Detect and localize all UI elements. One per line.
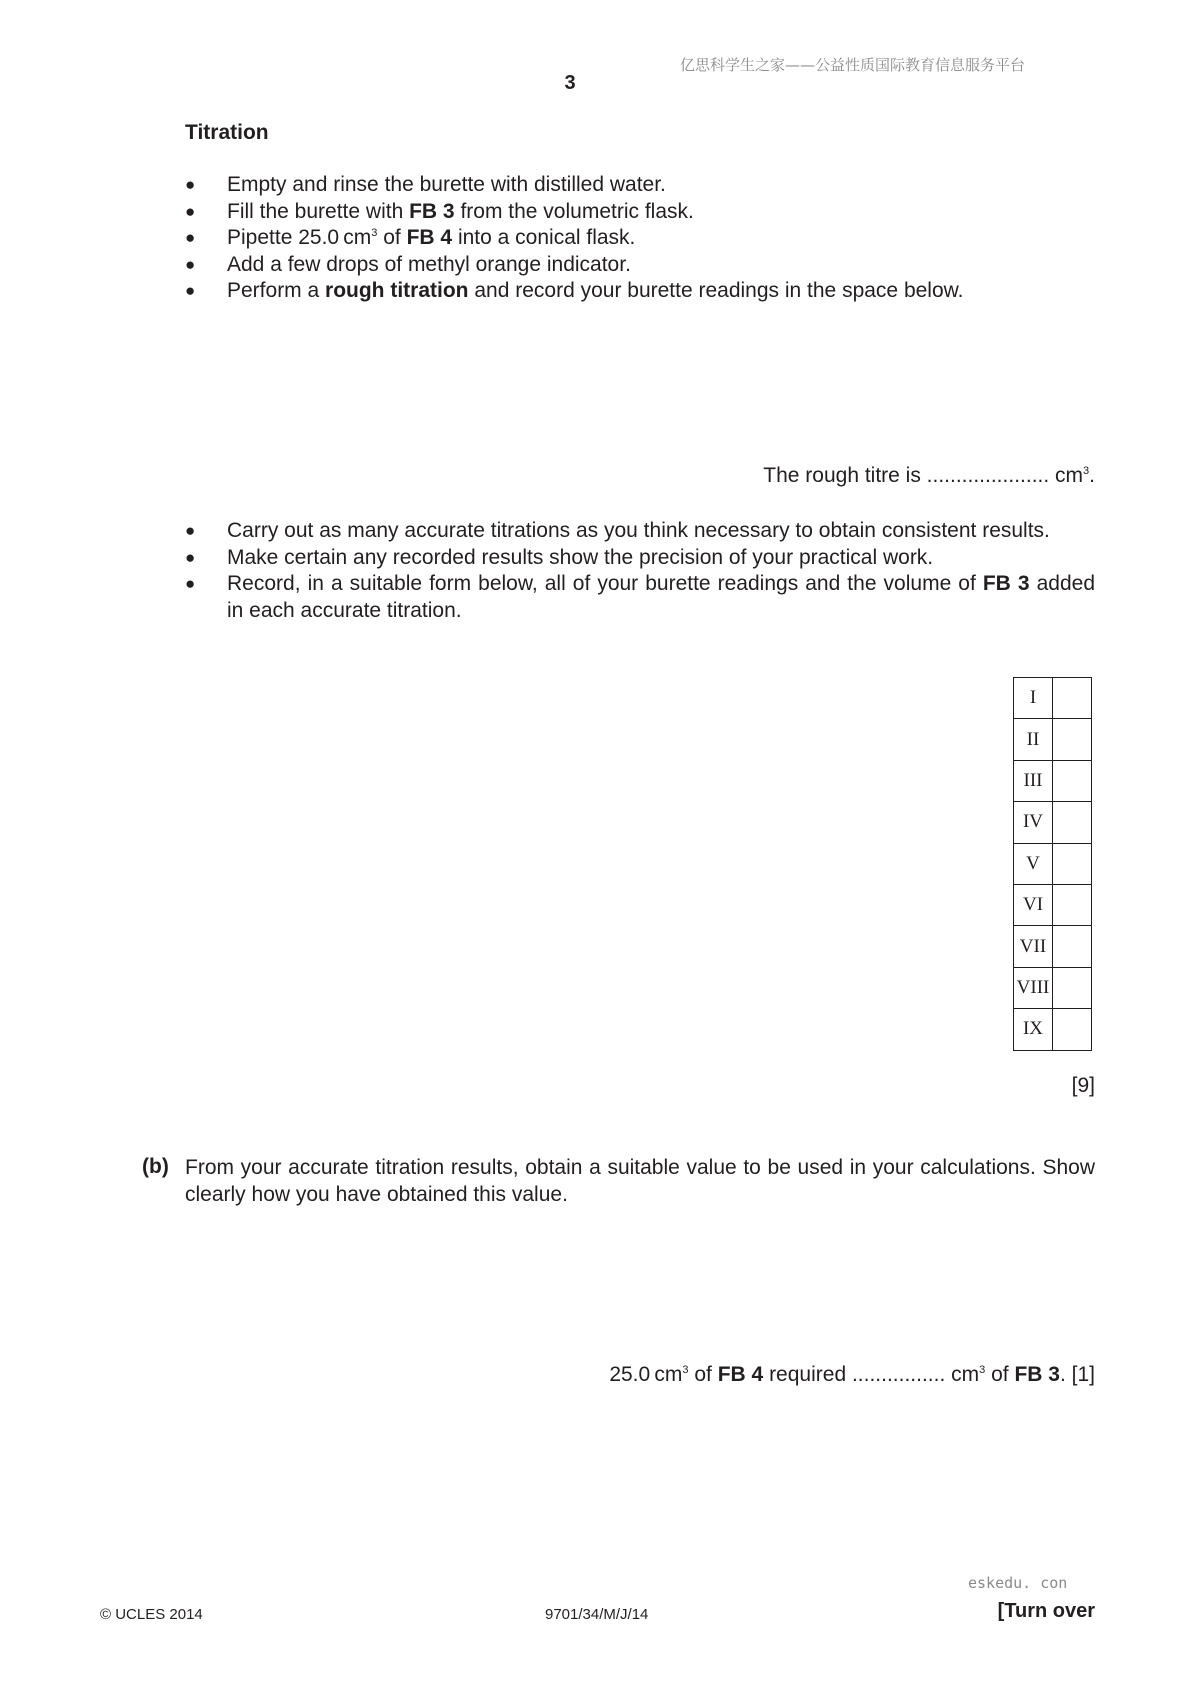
text-run: 25.0 cm [609, 1363, 683, 1386]
list-item [185, 252, 1095, 279]
bold-text: FB 3 [1014, 1363, 1060, 1386]
mark-grid-row [1014, 678, 1092, 719]
bold-text: FB 4 [406, 226, 453, 249]
bold-text: FB 3 [982, 572, 1030, 595]
list-item [185, 199, 1095, 226]
mark-grid-cell [1053, 926, 1092, 967]
bullet-icon: ● [185, 201, 196, 221]
part-b-label: (b) [142, 1155, 169, 1178]
mark-grid-cell [1053, 967, 1092, 1008]
mark-grid-label: VIII [1014, 967, 1053, 1008]
rough-titre-text: The rough titre is ..................... cm [763, 464, 1084, 487]
mark-grid-row [1014, 884, 1092, 925]
mark-grid-label: V [1014, 843, 1053, 884]
superscript: 3 [979, 1364, 986, 1376]
bullet-icon: ● [185, 521, 196, 540]
text-run: Empty and rinse the burette with distilled water. [227, 173, 666, 196]
part-b-answer-line [609, 1363, 1095, 1387]
text-run: added in each accurate titration. [227, 572, 1095, 622]
mark-grid-row [1014, 760, 1092, 801]
examiner-mark-grid [1013, 677, 1092, 1051]
text-run: Carry out as many accurate titrations as you think necessary to obtain consistent results. [227, 519, 1050, 542]
bullet-icon: ● [185, 547, 196, 567]
text-run: Fill the burette with [227, 199, 410, 223]
mark-grid-row [1014, 1009, 1092, 1050]
text-run: into a conical flask. [452, 226, 636, 249]
footer-turn-over: [Turn over [997, 1600, 1095, 1622]
list-item [185, 518, 1095, 545]
superscript: 3 [371, 227, 378, 239]
bold-text: FB 4 [717, 1363, 764, 1386]
rough-titre-suffix: . [1089, 464, 1095, 487]
mark-grid-cell [1053, 760, 1092, 801]
page-number: 3 [564, 72, 576, 94]
text-run: Pipette 25.0 cm [227, 226, 372, 249]
list-item [185, 545, 1095, 572]
text-run: . [1] [1059, 1363, 1095, 1386]
bold-text: rough titration [325, 279, 469, 302]
section-heading: Titration [185, 121, 269, 144]
text-run: Add a few drops of methyl orange indicator. [227, 252, 631, 276]
mark-grid-row [1014, 843, 1092, 884]
part-b-question: From your accurate titration results, obtain a suitable value to be used in your calculations. Show clearly how you have obtained this value. [185, 1156, 1095, 1206]
header-watermark: 亿思科学生之家——公益性质国际教育信息服务平台 [680, 56, 1026, 74]
list-item [185, 278, 1095, 305]
mark-grid-cell [1053, 802, 1092, 843]
text-run: from the volumetric flask. [454, 199, 694, 223]
mark-grid-label: VI [1014, 884, 1053, 925]
mark-grid-row [1014, 926, 1092, 967]
footer-copyright: © UCLES 2014 [100, 1606, 203, 1623]
bullet-icon: ● [185, 281, 196, 300]
marks-part-a: [9] [1071, 1074, 1095, 1097]
bold-text: FB 3 [409, 199, 455, 223]
rough-titre-answer-line [763, 464, 1095, 488]
mark-grid-cell [1053, 678, 1092, 719]
mark-grid-label: III [1014, 760, 1053, 801]
list-item [185, 172, 1095, 199]
mark-grid-label: VII [1014, 926, 1053, 967]
bullet-icon: ● [185, 175, 196, 194]
text-run: Make certain any recorded results show the precision of your practical work. [227, 545, 934, 569]
mark-grid-cell [1053, 719, 1092, 760]
text-run: required ................ cm [763, 1363, 980, 1386]
list-item [185, 225, 1095, 252]
rough-titre-sup: 3 [1083, 465, 1090, 477]
mark-grid-cell [1053, 884, 1092, 925]
mark-grid-row [1014, 719, 1092, 760]
superscript: 3 [682, 1364, 689, 1376]
footer-watermark: eskedu. con [968, 1574, 1068, 1592]
text-run: and record your burette readings in the space below. [468, 279, 964, 302]
mark-grid-cell [1053, 843, 1092, 884]
bullet-icon: ● [185, 254, 196, 274]
instruction-list-rough [185, 172, 1095, 305]
text-run: Record, in a suitable form below, all of your burette readings and the volume of [227, 572, 983, 595]
bullet-icon: ● [185, 228, 196, 247]
mark-grid-label: IV [1014, 802, 1053, 843]
text-run: of [377, 226, 407, 249]
text-run: of [985, 1363, 1015, 1386]
mark-grid-label: IX [1014, 1009, 1053, 1050]
mark-grid-cell [1053, 1009, 1092, 1050]
mark-grid-label: I [1014, 678, 1053, 719]
text-run: Perform a [227, 279, 326, 302]
mark-grid-label: II [1014, 719, 1053, 760]
bullet-icon: ● [185, 574, 196, 593]
mark-grid-row [1014, 967, 1092, 1008]
mark-grid-row [1014, 802, 1092, 843]
list-item [185, 571, 1095, 624]
footer-paper-code: 9701/34/M/J/14 [545, 1606, 649, 1623]
text-run: of [688, 1363, 718, 1386]
instruction-list-accurate [185, 518, 1095, 624]
